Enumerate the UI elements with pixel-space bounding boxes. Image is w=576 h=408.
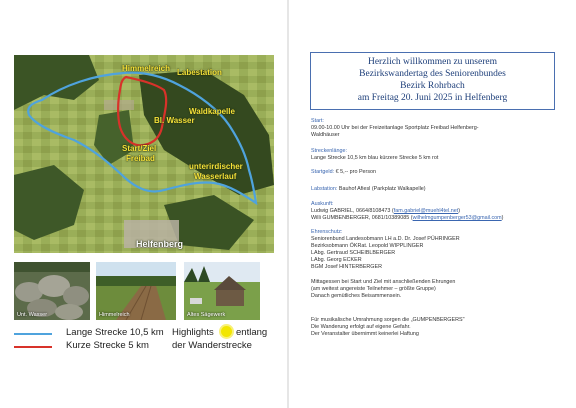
guest-line: BGM Josef HINTERBERGER	[311, 264, 382, 270]
legend-long: Lange Strecke 10,5 km	[66, 327, 164, 338]
start-section	[311, 118, 561, 139]
map-label-unterirdischer: unterirdischer	[189, 162, 243, 171]
photo-boulders	[14, 262, 90, 320]
map-label-wasserlauf: Wasserlauf	[194, 172, 237, 181]
title-line: Bezirkswandertag des Seniorenbundes	[359, 69, 506, 79]
start-line: 09.00-10.00 Uhr bei der Freizeitanlage Sportplatz Freibad Helfenberg-	[311, 125, 479, 131]
fee-section	[311, 169, 561, 176]
map-label-bloder-wasser: Bl. Wasser	[154, 116, 195, 125]
title-line: Bezirk Rohrbach	[400, 81, 465, 91]
map-label-start-ziel: Start/Ziel	[122, 144, 157, 153]
email-link-gumbenberger[interactable]: wilhelmgumpenberger53@gmail.com	[412, 215, 502, 221]
legend-entlang: entlang	[236, 327, 268, 338]
guests-section	[311, 229, 561, 271]
route-section	[311, 148, 561, 162]
lunch-section	[311, 279, 561, 300]
route-map	[14, 55, 274, 253]
legend-wanderstrecke: der Wanderstrecke	[172, 340, 252, 351]
music-section	[311, 317, 561, 338]
lunch-line: Mittagessen bei Start und Ziel mit anschließenden Ehrungen	[311, 279, 456, 285]
info-line: Willi GUMBENBERGER, 0681/10389085 (	[311, 215, 413, 221]
guest-line: LAbg. Gertraud SCHEIBLBERGER	[311, 250, 396, 256]
info-label: Auskunft:	[311, 201, 334, 207]
event-title-box	[310, 52, 555, 110]
start-line: Waldhäuser	[311, 132, 340, 138]
guest-line: Bezirksobmann ÖKRat. Leopold WIPPLINGER	[311, 243, 424, 249]
map-label-himmelreich: Himmelreich	[122, 64, 171, 73]
map-label-labestation: Labestation	[177, 68, 222, 77]
fee-text: € 5,-- pro Person	[335, 169, 377, 175]
photo-caption: Himmelreich	[99, 312, 130, 318]
map-label-waldkapelle: Waldkapelle	[189, 107, 235, 116]
sun-highlight-icon	[221, 326, 232, 337]
lunch-line: (am weitest angereiste Teilnehmer – größte Gruppe)	[311, 286, 436, 292]
map-label-helfenberg: Helfenberg	[136, 239, 184, 249]
fee-label: Startgeld:	[311, 169, 335, 175]
guest-line: LAbg. Georg ECKER	[311, 257, 362, 263]
legend-short: Kurze Strecke 5 km	[66, 340, 149, 351]
info-line-end: )	[458, 208, 461, 214]
music-line: Die Wanderung erfolgt auf eigene Gefahr.	[311, 324, 411, 330]
legend-blue-line	[14, 333, 52, 335]
start-label: Start:	[311, 118, 324, 124]
info-line-end: )	[501, 215, 504, 221]
lunch-line: Danach gemütliches Beisammensein.	[311, 293, 402, 299]
guests-label: Ehrenschutz:	[311, 229, 343, 235]
photo-field	[96, 262, 176, 320]
route-text: Lange Strecke 10,5 km blau kürzere Strecke 5 km rot	[311, 155, 439, 161]
photo-caption: Unt. Wasser	[17, 312, 48, 318]
photo-sawmill	[184, 262, 260, 320]
title-line: Herzlich willkommen zu unserem	[367, 57, 497, 67]
lab-section	[311, 186, 561, 193]
music-line: Der Veranstalter übernimmt keinerlei Haftung	[311, 331, 419, 337]
email-link-gabriel[interactable]: fam.gabriel@muehl4tel.net	[393, 208, 459, 214]
lab-label: Labstation:	[311, 186, 338, 192]
lab-text: Bauhof Afiesl (Parkplatz Walkapelle)	[338, 186, 426, 192]
legend-highlights: Highlights	[172, 327, 214, 338]
legend-red-line	[14, 346, 52, 348]
guest-line: Seniorenbund Landesobmann LH a.D. Dr. Josef PÜHRINGER	[311, 236, 460, 242]
map-label-freibad: Freibad	[126, 154, 155, 163]
title-line: am Freitag 20. Juni 2025 in Helfenberg	[357, 93, 508, 103]
route-label: Streckenlänge:	[311, 148, 347, 154]
info-section	[311, 201, 561, 222]
info-line: Ludwig GABRIEL, 0664/8108473 (	[311, 208, 394, 214]
photo-caption: Altes Sägewerk	[187, 312, 226, 318]
music-line: Für musikalische Umrahmung sorgen die „GUMPENBERGERS"	[311, 317, 465, 323]
